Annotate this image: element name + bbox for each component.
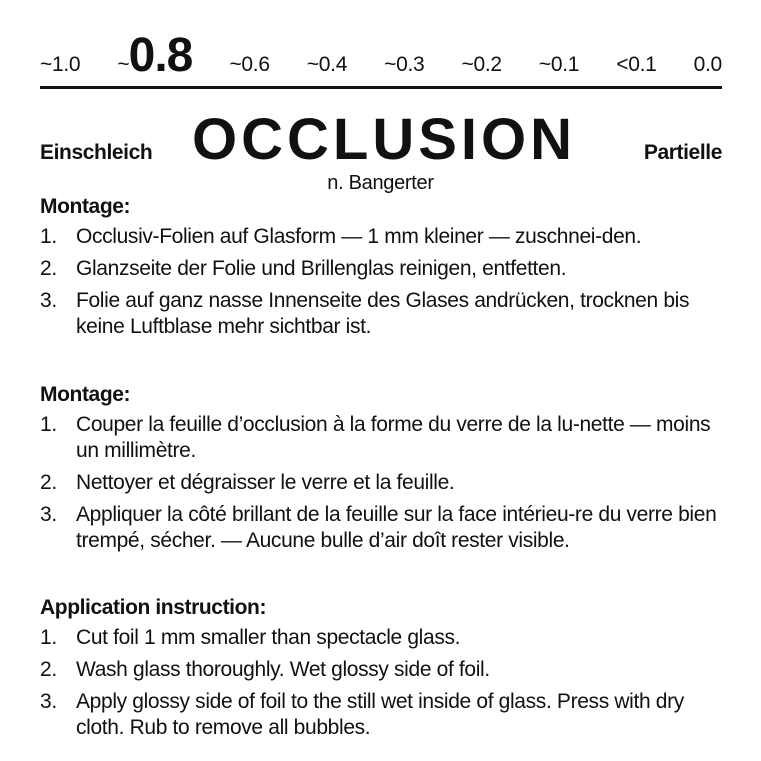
title-left-label: Einschleich <box>40 141 153 164</box>
item-number: 3. <box>40 690 57 713</box>
item-number: 2. <box>40 658 57 681</box>
acuity-value: 0.0 <box>693 53 722 76</box>
item-number: 2. <box>40 471 57 494</box>
author-credit: n. Bangerter <box>327 172 434 194</box>
title-row <box>40 106 722 172</box>
item-text: Appliquer la côté brillant de la feuille sur la face intérieu-re du verre bien trempé, sécher. — Aucune bulle d’air doît rester visible. <box>76 503 717 552</box>
acuity-value: ~0.6 <box>229 53 270 76</box>
item-text: Couper la feuille d’occlusion à la forme du verre de la lu-nette — moins un millimètre. <box>76 413 711 462</box>
instruction-list <box>40 224 730 340</box>
instruction-list <box>40 625 730 741</box>
acuity-value-highlighted: ~0.8 <box>117 29 193 82</box>
item-text: Apply glossy side of foil to the still wet inside of glass. Press with dry cloth. Rub to remove all bubbles. <box>76 690 684 739</box>
item-text: Wash glass thoroughly. Wet glossy side of foil. <box>76 658 490 681</box>
acuity-value: <0.1 <box>616 53 657 76</box>
list-item <box>40 625 730 651</box>
item-number: 2. <box>40 257 57 280</box>
item-text: Folie auf ganz nasse Innenseite des Glases andrücken, trocknen bis keine Luftblase mehr sichtbar ist. <box>76 289 690 338</box>
list-item <box>40 689 730 741</box>
section-heading: Application instruction: <box>40 596 267 619</box>
item-number: 3. <box>40 503 57 526</box>
item-text: Cut foil 1 mm smaller than spectacle glass. <box>76 626 461 649</box>
section-french <box>40 382 730 560</box>
item-text: Nettoyer et dégraisser le verre et la feuille. <box>76 471 455 494</box>
acuity-value: ~1.0 <box>40 53 81 76</box>
item-number: 1. <box>40 413 57 436</box>
item-text: Occlusiv-Folien auf Glasform — 1 mm kleiner — zuschnei-den. <box>76 225 642 248</box>
section-heading: Montage: <box>40 195 131 218</box>
list-item <box>40 657 730 683</box>
section-english <box>40 595 730 747</box>
item-number: 1. <box>40 626 57 649</box>
item-text: Glanzseite der Folie und Brillenglas reinigen, entfetten. <box>76 257 567 280</box>
instruction-list <box>40 412 730 554</box>
main-title: OCCLUSION <box>192 107 576 172</box>
list-item <box>40 224 730 250</box>
list-item <box>40 502 730 554</box>
item-number: 1. <box>40 225 57 248</box>
divider-rule <box>40 86 722 89</box>
acuity-value: ~0.4 <box>306 53 348 76</box>
acuity-value: ~0.2 <box>461 53 502 76</box>
acuity-value: ~0.1 <box>538 53 580 76</box>
list-item <box>40 470 730 496</box>
list-item <box>40 288 730 340</box>
item-number: 3. <box>40 289 57 312</box>
section-german <box>40 194 730 346</box>
title-right-label: Partielle <box>643 141 722 164</box>
acuity-value: ~0.3 <box>384 53 425 76</box>
acuity-scale <box>40 28 722 83</box>
list-item <box>40 256 730 282</box>
list-item <box>40 412 730 464</box>
section-heading: Montage: <box>40 383 131 406</box>
